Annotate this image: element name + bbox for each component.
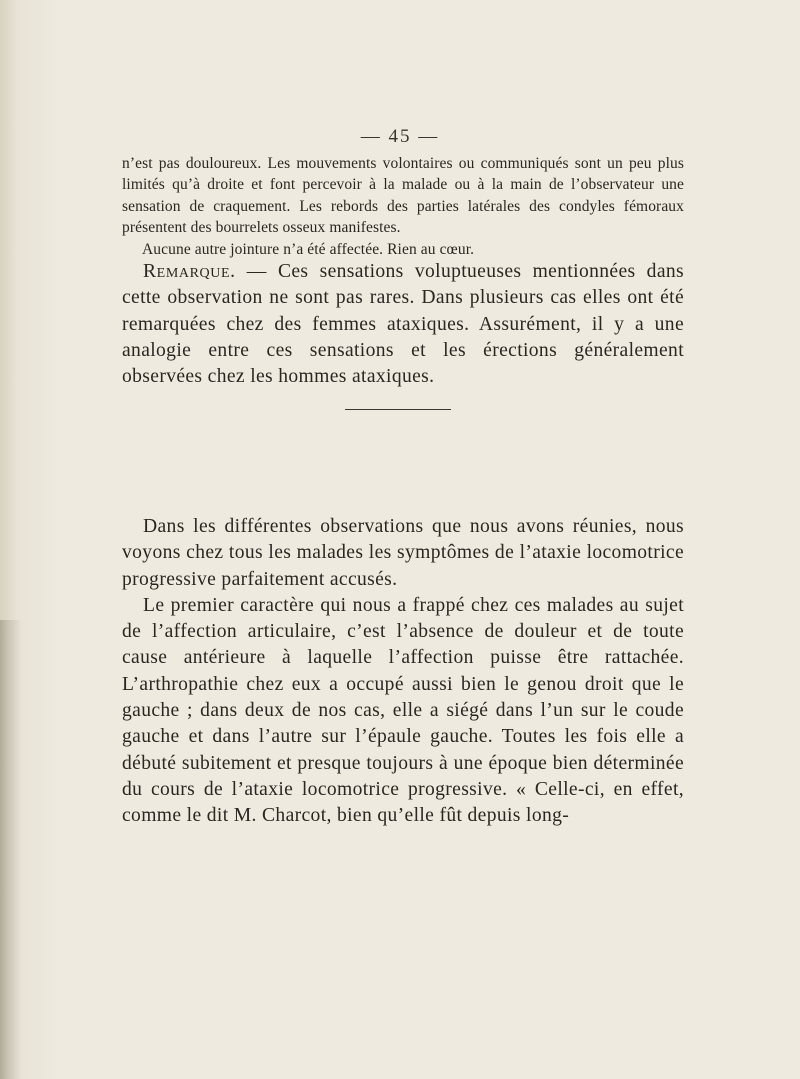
observation-paragraph-1: n’est pas douloureux. Les mouvements volontaires ou communiqués sont un peu plus limités qu’à droite et font percevoir à la malade ou à la main de l’observateur une sensation de craquement. Les rebords des parties latérales des condyles fémoraux présentent des bourrelets osseux manifestes.: [122, 155, 684, 237]
observation-text: [122, 153, 684, 260]
binding-shadow: [0, 620, 22, 1079]
discussion-paragraph-1: Dans les différentes observations que nous avons réunies, nous voyons chez tous les malades les symptômes de l’ataxie locomotrice progressive parfaitement accusés.: [122, 516, 684, 590]
page-number: — 45 —: [360, 126, 440, 147]
discussion-section: [122, 514, 684, 830]
remark-label: Remarque.: [143, 261, 236, 282]
remark-text: — Ces sensations voluptueuses mentionnées dans cette observation ne sont pas rares. Dans plusieurs cas elles ont été remarquées chez des femmes ataxiques. Assurément, il y a une analogie entre ces sensations et les érections généralement observées chez les hommes ataxiques.: [122, 261, 684, 388]
discussion-paragraph-2: Le premier caractère qui nous a frappé chez ces malades au sujet de l’affection articulaire, c’est l’absence de douleur et de toute cause antérieure à laquelle l’affection puisse être rattachée. L’arthropathie chez eux a occupé aussi bien le genou droit que le gauche ; dans deux de nos cas, elle a siégé dans l’un sur le coude gauche et dans l’autre sur l’épaule gauche. Toutes les fois elle a débuté subitement et presque toujours à une époque bien déterminée du cours de l’ataxie locomotrice progressive. « Celle-ci, en effet, comme le dit M. Charcot, bien qu’elle fût depuis long-: [122, 594, 684, 827]
remark-section: [122, 259, 684, 390]
observation-paragraph-2: Aucune autre jointure n’a été affectée. Rien au cœur.: [142, 240, 475, 258]
section-divider: [345, 409, 451, 410]
remark-paragraph: [122, 259, 684, 390]
